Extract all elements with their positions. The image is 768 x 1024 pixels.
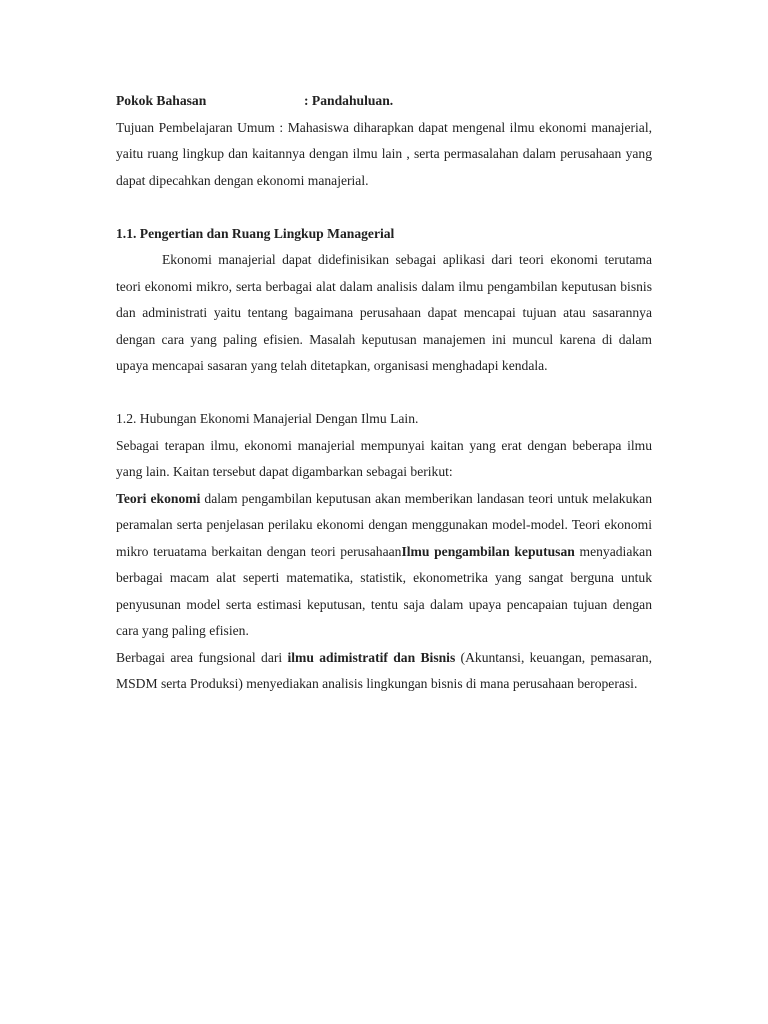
spacer <box>116 194 652 221</box>
section-2-heading: 1.2. Hubungan Ekonomi Manajerial Dengan Ilmu Lain. <box>116 411 419 426</box>
tujuan-paragraph <box>116 115 652 195</box>
berbagai-area-text: Berbagai area fungsional dari <box>116 649 288 665</box>
tujuan-label: Tujuan Pembelajaran Umum <box>116 119 275 135</box>
ilmu-pengambilan-text: menyadiakan berbagai macam alat seperti matematika, statistik, ekonometrika yang sangat berguna untuk penyusunan model serta estimasi keputusan, tentu saja dalam upaya pencapaian tujuan dengan cara yang paling efisien. <box>116 543 652 638</box>
ilmu-pengambilan-term: Ilmu pengambilan keputusan <box>401 543 575 559</box>
pokok-bahasan-row <box>116 88 652 115</box>
ilmu-administratif-term: ilmu adimistratif dan Bisnis <box>287 649 456 665</box>
section-1-paragraph: Ekonomi manajerial dapat didefinisikan sebagai aplikasi dari teori ekonomi terutama teori ekonomi mikro, serta berbagai alat dalam analisis dalam ilmu pengambilan keputusan bisnis dan administrati yaitu tentang bagaimana perusahaan dapat mencapai tujuan atau sasarannya dengan cara yang paling efisien. Masalah keputusan manajemen ini muncul karena di dalam upaya mencapai sasaran yang telah ditetapkan, organisasi menghadapi kendala. <box>116 252 652 373</box>
pokok-bahasan-value: : Pandahuluan. <box>304 93 394 108</box>
document-body <box>116 88 652 698</box>
section-1-heading: 1.1. Pengertian dan Ruang Lingkup Managerial <box>116 225 395 241</box>
teori-ekonomi-paragraph <box>116 486 652 645</box>
pokok-bahasan-label: Pokok Bahasan <box>116 93 207 108</box>
berbagai-area-paragraph <box>116 645 652 698</box>
section-2-intro: Sebagai terapan ilmu, ekonomi manajerial mempunyai kaitan yang erat dengan beberapa ilmu yang lain. Kaitan tersebut dapat digambarkan sebagai berikut: <box>116 437 652 479</box>
teori-ekonomi-term: Teori ekonomi <box>116 490 201 506</box>
spacer <box>116 380 652 407</box>
berbagai-area-rest: (Akuntansi, keuangan, pemasaran, MSDM serta Produksi) menyediakan analisis lingkungan bisnis di mana perusahaan beroperasi. <box>116 649 652 691</box>
teori-ekonomi-text: dalam pengambilan keputusan akan memberikan landasan teori untuk melakukan peramalan serta penjelasan perilaku ekonomi dengan menggunakan model-model. Teori ekonomi mikro teruatama berkaitan dengan teori perusahaan <box>116 490 652 559</box>
tujuan-text: : Mahasiswa diharapkan dapat mengenal ilmu ekonomi manajerial, yaitu ruang lingkup dan kaitannya dengan ilmu lain , serta permasalahan dalam perusahaan yang dapat dipecahkan dengan ekonomi manajerial. <box>116 119 653 188</box>
